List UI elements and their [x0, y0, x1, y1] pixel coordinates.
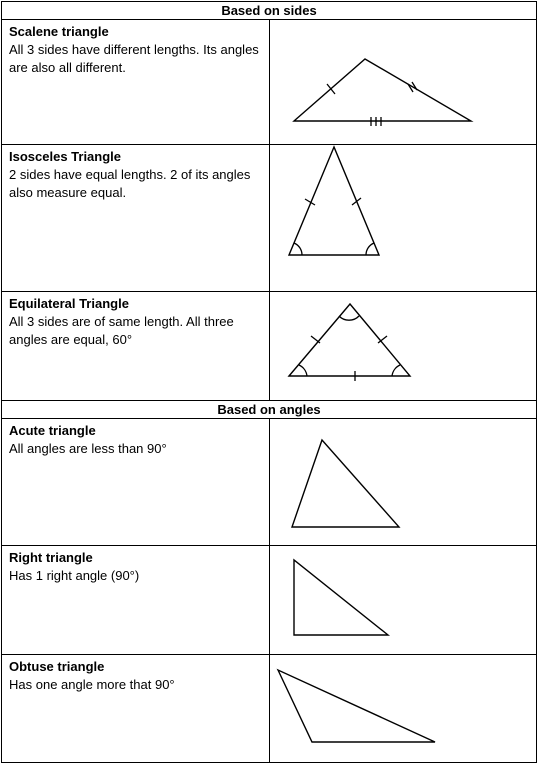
row-acute — [2, 419, 270, 546]
row-title: Obtuse triangle — [9, 659, 105, 674]
figure-cell — [269, 419, 537, 546]
row-title: Scalene triangle — [9, 24, 109, 39]
isosceles-triangle-icon — [270, 145, 488, 291]
row-description: Has 1 right angle (90°) — [9, 568, 140, 583]
row-isosceles — [2, 145, 270, 292]
section-header-sides: Based on sides — [2, 2, 537, 20]
obtuse-triangle-icon — [270, 655, 488, 762]
section-header-angles: Based on angles — [2, 401, 537, 419]
scalene-triangle-icon — [270, 20, 488, 144]
row-obtuse — [2, 655, 270, 763]
row-description: 2 sides have equal lengths. 2 of its angles also measure equal. — [9, 167, 251, 200]
row-title: Isosceles Triangle — [9, 149, 122, 164]
figure-cell — [269, 546, 537, 655]
equilateral-triangle-icon — [270, 292, 488, 400]
row-description: Has one angle more that 90° — [9, 677, 175, 692]
row-title: Acute triangle — [9, 423, 96, 438]
row-scalene — [2, 20, 270, 145]
row-right — [2, 546, 270, 655]
triangle-types-table — [1, 1, 537, 763]
figure-cell — [269, 145, 537, 292]
row-description: All 3 sides have different lengths. Its angles are also all different. — [9, 42, 259, 75]
row-equilateral — [2, 292, 270, 401]
acute-triangle-icon — [270, 419, 488, 545]
row-description: All 3 sides are of same length. All three angles are equal, 60° — [9, 314, 234, 347]
figure-cell — [269, 292, 537, 401]
row-title: Equilateral Triangle — [9, 296, 129, 311]
figure-cell — [269, 655, 537, 763]
row-description: All angles are less than 90° — [9, 441, 167, 456]
right-triangle-icon — [270, 546, 488, 654]
row-title: Right triangle — [9, 550, 93, 565]
figure-cell — [269, 20, 537, 145]
